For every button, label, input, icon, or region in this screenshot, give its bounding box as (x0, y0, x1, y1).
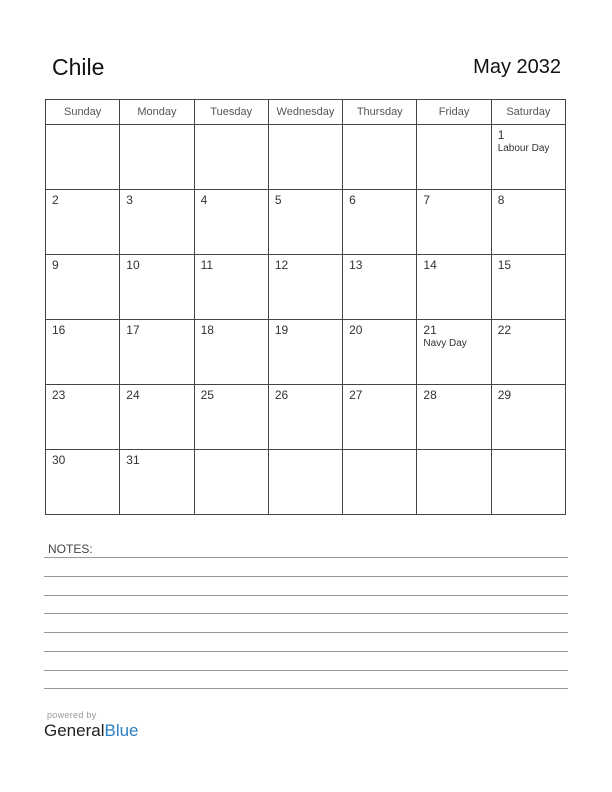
day-number: 26 (274, 388, 289, 402)
day-number (195, 450, 268, 453)
day-cell[interactable] (417, 320, 491, 385)
note-line (44, 557, 568, 558)
day-number: 14 (423, 258, 437, 272)
day-cell[interactable] (491, 320, 565, 385)
day-number (269, 125, 342, 128)
day-number: 31 (126, 453, 140, 467)
day-cell[interactable] (268, 320, 342, 385)
note-line (44, 632, 568, 633)
day-cell[interactable] (120, 255, 194, 320)
weekday-header-row (46, 100, 566, 125)
day-cell[interactable] (194, 450, 268, 515)
week-row (46, 450, 566, 515)
day-number: 7 (423, 193, 431, 207)
day-number (120, 125, 193, 128)
day-number: 10 (126, 258, 140, 272)
weekday-tuesday: Tuesday (194, 100, 268, 125)
day-number (343, 450, 416, 453)
day-number: 21 (423, 323, 437, 337)
note-line (44, 613, 568, 614)
day-number: 25 (200, 388, 214, 402)
day-cell[interactable] (120, 190, 194, 255)
week-row (46, 190, 566, 255)
brand-logo[interactable] (44, 721, 139, 741)
note-line (44, 576, 568, 577)
weekday-friday: Friday (417, 100, 491, 125)
day-number: 13 (349, 258, 363, 272)
powered-by-text: powered by (47, 710, 97, 720)
day-number: 18 (200, 323, 214, 337)
day-cell[interactable] (120, 450, 194, 515)
day-number: 20 (349, 323, 363, 337)
day-cell[interactable] (46, 255, 120, 320)
day-number: 28 (423, 388, 437, 402)
day-number (492, 450, 565, 453)
day-number: 23 (52, 388, 66, 402)
day-number: 3 (126, 193, 133, 207)
day-number: 1 (497, 128, 505, 142)
day-cell[interactable] (491, 190, 565, 255)
day-cell[interactable] (120, 385, 194, 450)
day-cell[interactable] (343, 255, 417, 320)
day-cell[interactable] (491, 255, 565, 320)
day-cell[interactable] (343, 385, 417, 450)
note-line (44, 595, 568, 596)
day-cell[interactable] (46, 320, 120, 385)
note-line (44, 651, 568, 652)
day-cell[interactable] (268, 450, 342, 515)
day-number: 11 (200, 258, 214, 272)
weekday-wednesday: Wednesday (268, 100, 342, 125)
day-cell[interactable] (268, 255, 342, 320)
holiday-label: Labour Day (497, 143, 550, 154)
weekday-saturday: Saturday (491, 100, 565, 125)
day-cell[interactable] (120, 320, 194, 385)
week-row (46, 320, 566, 385)
brand-blue: Blue (104, 721, 139, 740)
day-number (46, 125, 119, 128)
day-cell[interactable] (194, 125, 268, 190)
country-title: Chile (52, 54, 105, 80)
day-cell[interactable] (491, 125, 565, 190)
day-cell[interactable] (343, 450, 417, 515)
day-number: 15 (497, 258, 512, 272)
day-cell[interactable] (417, 450, 491, 515)
day-cell[interactable] (417, 255, 491, 320)
brand-general: General (44, 721, 105, 740)
day-number: 8 (497, 193, 505, 207)
day-number: 24 (126, 388, 140, 402)
day-cell[interactable] (194, 385, 268, 450)
day-number: 19 (274, 323, 289, 337)
week-row (46, 125, 566, 190)
day-cell[interactable] (343, 320, 417, 385)
day-cell[interactable] (194, 190, 268, 255)
day-number (269, 450, 342, 453)
weekday-thursday: Thursday (343, 100, 417, 125)
day-number: 9 (52, 258, 59, 272)
month-year-title: May 2032 (473, 56, 561, 78)
day-number (417, 125, 490, 128)
day-cell[interactable] (417, 190, 491, 255)
day-number (195, 125, 268, 128)
day-cell[interactable] (46, 190, 120, 255)
day-number: 16 (52, 323, 66, 337)
day-cell[interactable] (417, 125, 491, 190)
day-number: 2 (52, 193, 59, 207)
day-cell[interactable] (46, 450, 120, 515)
day-number: 29 (497, 388, 512, 402)
note-line (44, 688, 568, 689)
day-cell[interactable] (268, 385, 342, 450)
day-cell[interactable] (46, 385, 120, 450)
day-number: 4 (200, 193, 208, 207)
day-cell[interactable] (343, 190, 417, 255)
week-row (46, 255, 566, 320)
day-cell[interactable] (268, 125, 342, 190)
notes-label: NOTES: (48, 542, 93, 556)
note-line (44, 670, 568, 671)
day-cell[interactable] (194, 255, 268, 320)
day-number (417, 450, 490, 453)
day-number: 30 (52, 453, 66, 467)
holiday-label: Navy Day (423, 338, 467, 349)
day-cell[interactable] (417, 385, 491, 450)
day-cell[interactable] (343, 125, 417, 190)
day-cell[interactable] (194, 320, 268, 385)
day-cell[interactable] (46, 125, 120, 190)
day-number: 27 (349, 388, 363, 402)
day-cell[interactable] (120, 125, 194, 190)
week-row (46, 385, 566, 450)
day-number: 17 (126, 323, 140, 337)
weekday-monday: Monday (120, 100, 194, 125)
calendar-grid (45, 99, 566, 515)
day-number (343, 125, 416, 128)
day-cell[interactable] (491, 385, 565, 450)
day-number: 5 (274, 193, 282, 207)
day-number: 12 (274, 258, 289, 272)
weekday-sunday: Sunday (46, 100, 120, 125)
day-cell[interactable] (268, 190, 342, 255)
day-cell[interactable] (491, 450, 565, 515)
day-number: 6 (349, 193, 356, 207)
day-number: 22 (497, 323, 512, 337)
